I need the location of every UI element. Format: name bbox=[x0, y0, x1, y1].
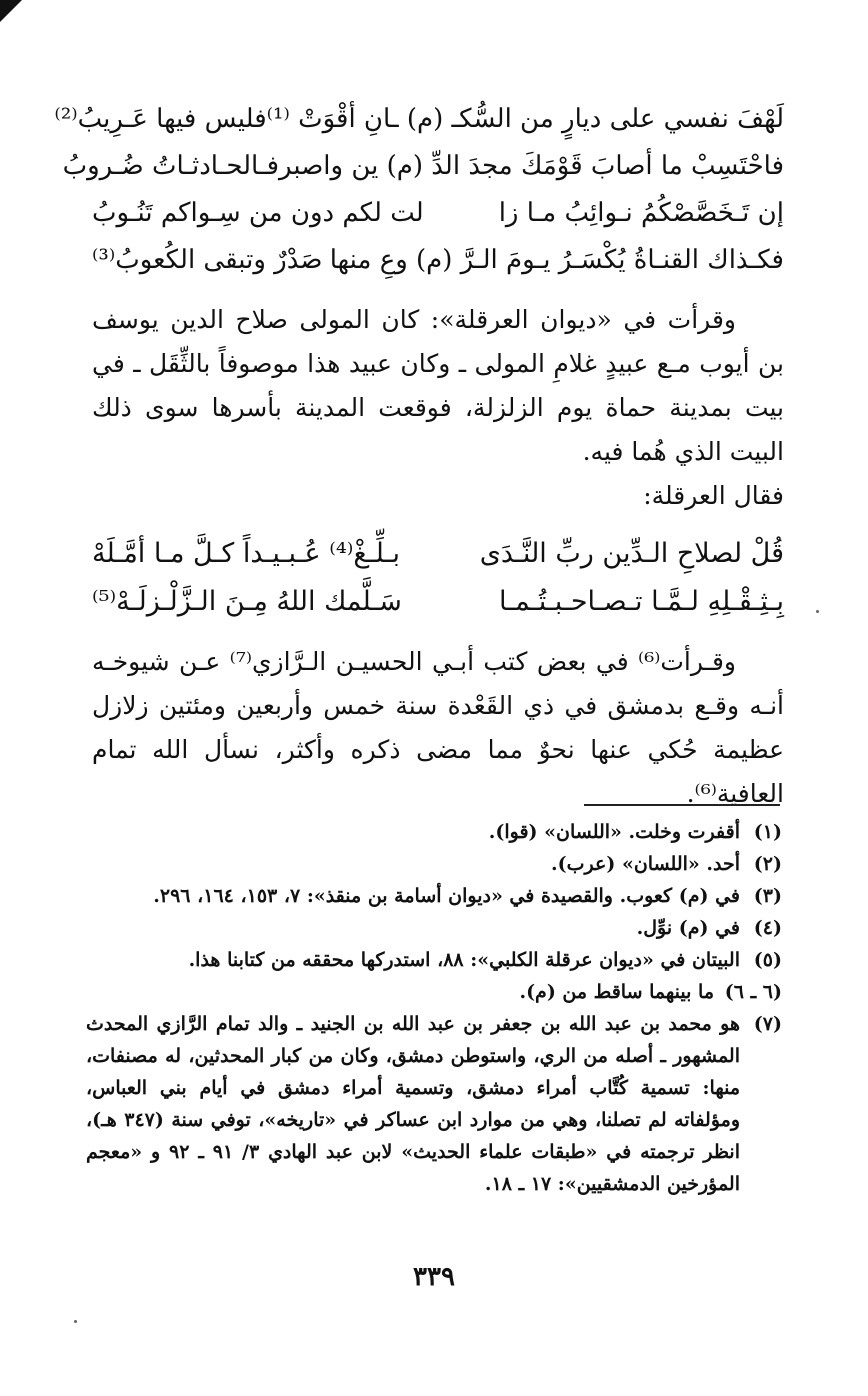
prose-paragraph-1 bbox=[92, 298, 784, 518]
verse-second-hemistich: صَدْرٌ وتبقى الكُعوبُ⁽³⁾ bbox=[92, 245, 323, 275]
paragraph-text: وقـرأت⁽⁶⁾ في بعض كتب أبـي الحسيـن الـرَّازي⁽⁷⁾ عـن شيوخـه أنـه وقـع بدمشق في ذي القَعْدة سنة خمس وأربعين ومئتين زلازل عظيمة حُكي عنها نحوٌ مما مضى ذكره وأكثر، نسأل الله تمام العافية⁽⁶⁾. bbox=[92, 647, 784, 808]
poem-first bbox=[54, 96, 784, 284]
footnote-text: البيتان في «ديوان عرقلة الكلبي»: ٨٨، استدركها محققه من كتابنا هذا. bbox=[188, 949, 740, 971]
footnote-text: في (م) كعوب. والقصيدة في «ديوان أسامة بن منقذ»: ٧، ١٥٣، ١٦٤، ٢٩٦. bbox=[153, 885, 740, 907]
verse-line bbox=[92, 190, 784, 237]
footnote bbox=[86, 848, 782, 880]
verse-first-hemistich: قُلْ لصلاحِ الـدِّين ربِّ النَّـدَى bbox=[479, 538, 784, 569]
footnote-number: (١) bbox=[753, 821, 782, 843]
verse-first-hemistich: بِـثِـقْـلِهِ لـمَّـا تـصـاحـبـتُـمـا bbox=[499, 586, 784, 617]
paragraph-lead-in: فقال العرقلة: bbox=[643, 481, 784, 510]
footnote-number: (٦ ـ ٦) bbox=[724, 981, 782, 1003]
verse-second-hemistich: فليس فيها عَـرِيبُ⁽²⁾ bbox=[54, 104, 267, 134]
scan-speck bbox=[74, 1320, 77, 1323]
paragraph-text: وقرأت في «ديوان العرقلة»: كان المولى صلاح الدين يوسف بن أيوب مـع عبيدٍ غلامِ المولى ـ وكان عبيد هذا موصوفاً بالثِّقَل ـ في بيت بمدينة حماة يوم الزلزلة، فوقعت المدينة بأسرها سوى ذلك البيت الذي هُما فيه. bbox=[92, 305, 784, 466]
footnote-text: في (م) نوِّل. bbox=[636, 917, 740, 939]
scan-speck bbox=[816, 610, 819, 613]
footnote bbox=[86, 816, 782, 848]
verse-second-hemistich: سَـلَّمك اللهُ مِـنَ الـزَّلْـزلَـهْ⁽⁵⁾ bbox=[92, 586, 402, 617]
verse-line bbox=[62, 143, 784, 190]
footnote-number: (٤) bbox=[753, 917, 782, 939]
verse-second-hemistich: بـلِّـغْ⁽⁴⁾ عُـبـيـداً كـلَّ مـا أمَّـلَهْ bbox=[92, 538, 400, 569]
footnote bbox=[86, 976, 782, 1008]
verse-line bbox=[92, 578, 784, 626]
verse-first-hemistich: فاحْتَسِبْ ما أصابَ قَوْمَكَ مجدَ الدِّ (م) ين واصبر bbox=[279, 151, 784, 181]
page-number: ٣٣٩ bbox=[413, 1262, 455, 1292]
verse-line bbox=[54, 96, 784, 143]
footnote-separator bbox=[584, 804, 780, 806]
verse-first-hemistich: إن تَـخَصَّصْكُمُ نـوائِبُ مـا زا bbox=[498, 198, 784, 228]
footnote bbox=[86, 1008, 782, 1200]
verse-line bbox=[92, 237, 784, 284]
footnote-number: (٧) bbox=[753, 1013, 782, 1035]
verse-second-hemistich: لت لكم دون من سِـواكم تَنُـوبُ bbox=[92, 198, 424, 228]
footnote-text: هو محمد بن عبد الله بن جعفر بن عبد الله بن الجنيد ـ والد تمام الرَّازي المحدث المشهور ـ أصله من الري، واستوطن دمشق، وكان من كبار المحدثين، له مصنفات، منها: تسمية كُتَّاب أمراء دمشق، وتسمية أمراء دمشق في أيام بني العباس، ومؤلفاته لم تصلنا، وهي من موارد ابن عساكر في «تاريخه»، توفي سنة (٣٤٧ هـ)، انظر ترجمته في «طبقات علماء الحديث» لابن عبد الهادي ٣/ ٩١ ـ ٩٢ و «معجم المؤرخين الدمشقيين»: ١٧ ـ ١٨. bbox=[86, 1013, 740, 1195]
footnote-text: أقفرت وخلت. «اللسان» (قوا). bbox=[488, 821, 740, 843]
verse-second-hemistich: فـالحـادثـاتُ ضُـروبُ bbox=[62, 151, 280, 181]
footnote-text: ما بينهما ساقط من (م). bbox=[519, 981, 714, 1003]
verse-first-hemistich: لَهْفَ نفسي على ديارٍ من السُّكـ (م) ـانِ أقْوَتْ ⁽¹⁾ bbox=[266, 104, 784, 134]
verse-line bbox=[92, 530, 784, 578]
footnote bbox=[86, 912, 782, 944]
footnotes bbox=[86, 816, 782, 1200]
verse-first-hemistich: فكـذاك القنـاةُ يُكْسَـرُ يـومَ الـرَّ (م) وعِ منها bbox=[329, 245, 784, 275]
footnote-number: (٢) bbox=[753, 853, 782, 875]
footnote bbox=[86, 880, 782, 912]
page-corner-mark bbox=[0, 0, 22, 22]
main-text bbox=[54, 96, 784, 816]
footnote-text: أحد. «اللسان» (عرب). bbox=[551, 853, 740, 875]
footnote-number: (٣) bbox=[753, 885, 782, 907]
footnote bbox=[86, 944, 782, 976]
poem-second bbox=[92, 530, 784, 626]
footnote-number: (٥) bbox=[753, 949, 782, 971]
prose-paragraph-2 bbox=[92, 640, 784, 816]
